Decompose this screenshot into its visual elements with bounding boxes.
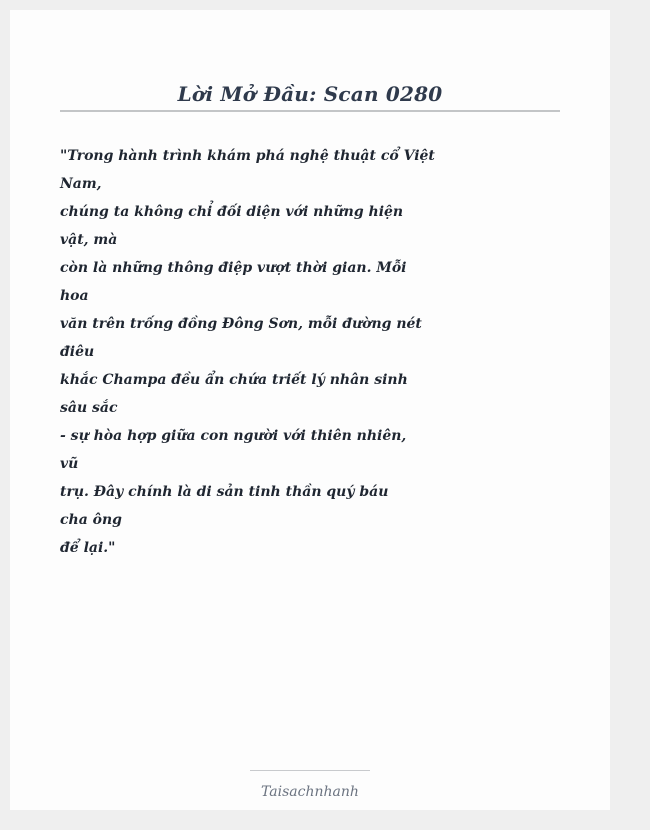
paragraph-line: vật, mà (60, 232, 118, 248)
intro-paragraph (60, 142, 435, 562)
title-divider (60, 110, 560, 112)
paragraph-line: vũ (60, 456, 79, 472)
paragraph-line: cha ông (60, 512, 122, 528)
paragraph-line: còn là những thông điệp vượt thời gian. Mỗi (60, 260, 407, 276)
paragraph-line: Nam, (60, 176, 102, 192)
paragraph-line: để lại." (60, 540, 116, 556)
paragraph-line: chúng ta không chỉ đối diện với những hiện (60, 204, 404, 220)
paragraph-line: điêu (60, 344, 95, 360)
paragraph-line: khắc Champa đều ẩn chứa triết lý nhân sinh (60, 372, 408, 388)
paragraph-line: hoa (60, 288, 89, 304)
paragraph-line: "Trong hành trình khám phá nghệ thuật cổ Việt (60, 148, 435, 164)
page-title: Lời Mở Đầu: Scan 0280 (177, 82, 443, 106)
footer-divider (250, 770, 370, 771)
paragraph-line: trụ. Đây chính là di sản tinh thần quý báu (60, 484, 389, 500)
paragraph-line: văn trên trống đồng Đông Sơn, mỗi đường nét (60, 316, 422, 332)
paragraph-line: sâu sắc (60, 400, 118, 416)
paragraph-line: - sự hòa hợp giữa con người với thiên nhiên, (60, 428, 407, 444)
footer-signature: Taisachnhanh (261, 784, 359, 800)
document-page (10, 10, 610, 810)
